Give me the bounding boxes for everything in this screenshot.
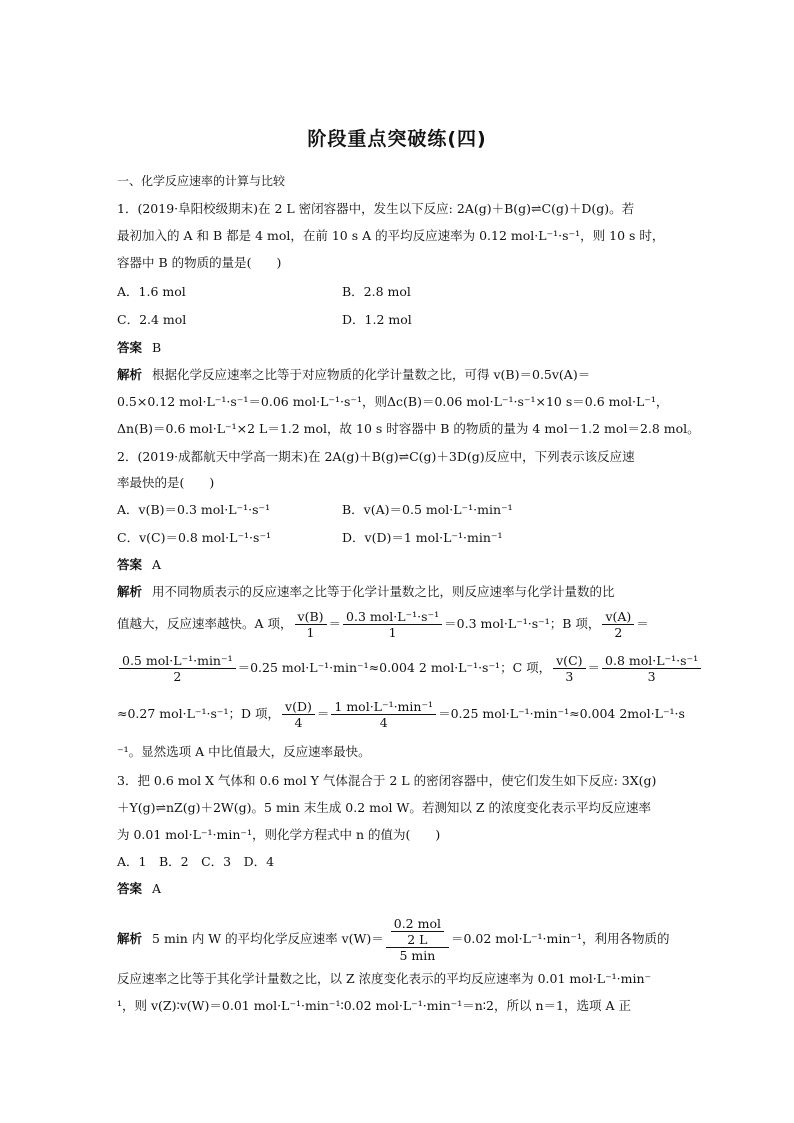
q2-option-b: B．v(A)＝0.5 mol·L⁻¹·min⁻¹ xyxy=(342,502,513,517)
q1-options-row-1 xyxy=(117,283,682,301)
q2-analysis-line-3: $\frac{\text{0.5 mol·L⁻¹·min⁻¹}}{2}$ ＝0.25 mol·L⁻¹·min⁻¹≈0.004 2 mol·L⁻¹·s⁻¹；C 项， $\frac{v(C)}{3}$ ＝ $\frac{\text{0.8 mol·L⁻¹·s⁻¹}}{3}$ xyxy=(117,651,682,685)
q1-line-1: 1．(2019·阜阳校级期末)在 2 L 密闭容器中，发生以下反应: 2A(g)＋B(g)⇌C(g)＋D(g)。若 xyxy=(117,201,635,216)
q2-option-a: A．v(B)＝0.3 mol·L⁻¹·s⁻¹ xyxy=(117,502,271,517)
q2-analysis-line-1 xyxy=(117,583,682,601)
q3-analysis-line-1 xyxy=(117,906,682,972)
q2-analysis-line-5: ⁻¹。显然选项 A 中比值最大，反应速率最快。 xyxy=(117,744,371,759)
fraction-numerator: v(C) xyxy=(553,653,585,669)
q1-answer xyxy=(117,339,682,357)
q1-option-d: D．1.2 mol xyxy=(342,312,412,327)
q1-analysis-line-3: Δn(B)＝0.6 mol·L⁻¹×2 L＝1.2 mol，故 10 s 时容器中 B 的物质的量为 4 mol－1.2 mol＝2.8 mol。 xyxy=(117,421,700,436)
q2-line-1: 2．(2019·成都航天中学高一期末)在 2A(g)＋B(g)⇌C(g)＋3D(g)反应中，下列表示该反应速 xyxy=(117,449,635,464)
q2-text: ＝0.25 mol·L⁻¹·min⁻¹≈0.004 2mol·L⁻¹·s xyxy=(438,706,685,721)
fraction-denominator: 5 min xyxy=(399,948,436,963)
fraction-numerator: v(B) xyxy=(295,609,327,625)
answer-label: 答案 xyxy=(117,340,143,355)
q2-options-row-2 xyxy=(117,529,682,547)
q2-analysis-line-2: 值越大，反应速率越快。A 项， $\frac{v(B)}{1}$ ＝ $\frac{\text{0.3 mol·L⁻¹·s⁻¹}}{1}$ ＝0.3 mol·L⁻¹·s⁻¹；B 项， $\frac{v(A)}{2}$ ＝ xyxy=(117,609,649,640)
fraction xyxy=(391,916,444,947)
fraction-denominator: 2 L xyxy=(407,932,428,947)
section-heading: 一、化学反应速率的计算与比较 xyxy=(117,174,286,188)
q3-line-1: 3．把 0.6 mol X 气体和 0.6 mol Y 气体混合于 2 L 的密闭容器中，使它们发生如下反应: 3X(g) xyxy=(117,773,657,788)
q2-option-d: D．v(D)＝1 mol·L⁻¹·min⁻¹ xyxy=(342,530,503,545)
q2-text: ＝0.25 mol·L⁻¹·min⁻¹≈0.004 2 mol·L⁻¹·s⁻¹；C 项， xyxy=(237,660,552,675)
fraction-denominator: 1 xyxy=(388,625,397,640)
q3-line-2: ＋Y(g)⇌nZ(g)＋2W(g)。5 min 末生成 0.2 mol W。若测知以 Z 的浓度变化表示平均反应速率 xyxy=(117,800,651,815)
q1-options-row-2 xyxy=(117,311,682,329)
page-title: 阶段重点突破练(四) xyxy=(307,128,487,150)
fraction xyxy=(282,699,315,730)
q1-answer-value: B xyxy=(152,340,162,355)
q3-analysis-line-3: ¹，则 v(Z)∶v(W)＝0.01 mol·L⁻¹·min⁻¹∶0.02 mol·L⁻¹·min⁻¹＝n∶2，所以 n＝1，选项 A 正 xyxy=(117,998,631,1013)
fraction-numerator: v(A) xyxy=(602,609,634,625)
q3-analysis-line-2: 反应速率之比等于其化学计量数之比，以 Z 浓度变化表示的平均反应速率为 0.01 mol·L⁻¹·min⁻ xyxy=(117,971,652,986)
answer-label: 答案 xyxy=(117,881,143,896)
fraction-denominator: 2 xyxy=(173,669,182,684)
fraction-denominator: 3 xyxy=(565,669,574,684)
q2-options-row-1 xyxy=(117,501,682,519)
fraction xyxy=(553,653,585,684)
q1-line-3: 容器中 B 的物质的量是( ) xyxy=(117,255,282,270)
q2-analysis-line-4: ≈0.27 mol·L⁻¹·s⁻¹；D 项， $\frac{v(D)}{4}$ ＝ $\frac{\text{1 mol·L⁻¹·min⁻¹}}{4}$ ＝0.25 mol·L⁻¹·min⁻¹≈0.004 2mol·L⁻¹·s xyxy=(117,699,685,730)
q3-text: ＝0.02 mol·L⁻¹·min⁻¹，利用各物质的 xyxy=(450,931,670,946)
q3-line-3: 为 0.01 mol·L⁻¹·min⁻¹，则化学方程式中 n 的值为( ) xyxy=(117,827,441,842)
fraction xyxy=(602,653,701,684)
fraction-denominator: 2 xyxy=(614,625,623,640)
q2-answer xyxy=(117,556,682,574)
fraction-denominator: 3 xyxy=(647,669,656,684)
q2-text: 值越大，反应速率越快。A 项， xyxy=(117,616,293,631)
analysis-label: 解析 xyxy=(117,367,143,382)
fraction-numerator: v(D) xyxy=(282,699,315,715)
answer-label: 答案 xyxy=(117,557,143,572)
fraction-numerator: 0.8 mol·L⁻¹·s⁻¹ xyxy=(602,653,701,669)
q1-line-2: 最初加入的 A 和 B 都是 4 mol，在前 10 s A 的平均反应速率为 0.12 mol·L⁻¹·s⁻¹，则 10 s 时， xyxy=(117,228,665,243)
fraction-numerator xyxy=(386,916,449,948)
fraction-numerator: 1 mol·L⁻¹·min⁻¹ xyxy=(331,699,436,715)
q2-text: ≈0.27 mol·L⁻¹·s⁻¹；D 项， xyxy=(117,706,281,721)
fraction-denominator: 4 xyxy=(294,715,303,730)
fraction-denominator: 4 xyxy=(379,715,388,730)
fraction-numerator: 0.2 mol xyxy=(391,916,444,932)
q2-analysis-text-1: 用不同物质表示的反应速率之比等于化学计量数之比，则反应速率与化学计量数的比 xyxy=(152,584,615,599)
q1-analysis-line-2: 0.5×0.12 mol·L⁻¹·s⁻¹＝0.06 mol·L⁻¹·s⁻¹，则Δc(B)＝0.06 mol·L⁻¹·s⁻¹×10 s＝0.6 mol·L⁻¹， xyxy=(117,394,669,409)
q3-options: A．1 B．2 C．3 D．4 xyxy=(117,854,275,869)
fraction xyxy=(295,609,327,640)
fraction xyxy=(343,609,442,640)
fraction xyxy=(331,699,436,730)
fraction-denominator: 1 xyxy=(306,625,315,640)
fraction-numerator: 0.3 mol·L⁻¹·s⁻¹ xyxy=(343,609,442,625)
q1-option-b: B．2.8 mol xyxy=(342,284,411,299)
q2-option-c: C．v(C)＝0.8 mol·L⁻¹·s⁻¹ xyxy=(117,530,272,545)
fraction xyxy=(119,653,236,684)
q2-line-2: 率最快的是( ) xyxy=(117,475,215,490)
q1-analysis-text-1: 根据化学反应速率之比等于对应物质的化学计量数之比，可得 v(B)＝0.5v(A)＝ xyxy=(152,367,591,382)
analysis-label: 解析 xyxy=(117,931,143,946)
q3-answer-value: A xyxy=(152,881,162,896)
q3-answer xyxy=(117,880,682,898)
q1-analysis-line-1 xyxy=(117,366,682,384)
q1-option-c: C．2.4 mol xyxy=(117,312,187,327)
q2-text: ＝0.3 mol·L⁻¹·s⁻¹；B 项， xyxy=(444,616,601,631)
analysis-label: 解析 xyxy=(117,584,143,599)
fraction xyxy=(602,609,634,640)
compound-fraction xyxy=(386,916,449,963)
q3-text: 5 min 内 W 的平均化学反应速率 v(W)＝ xyxy=(152,931,384,946)
fraction-numerator: 0.5 mol·L⁻¹·min⁻¹ xyxy=(119,653,236,669)
q2-answer-value: A xyxy=(152,557,162,572)
q1-option-a: A．1.6 mol xyxy=(117,284,186,299)
